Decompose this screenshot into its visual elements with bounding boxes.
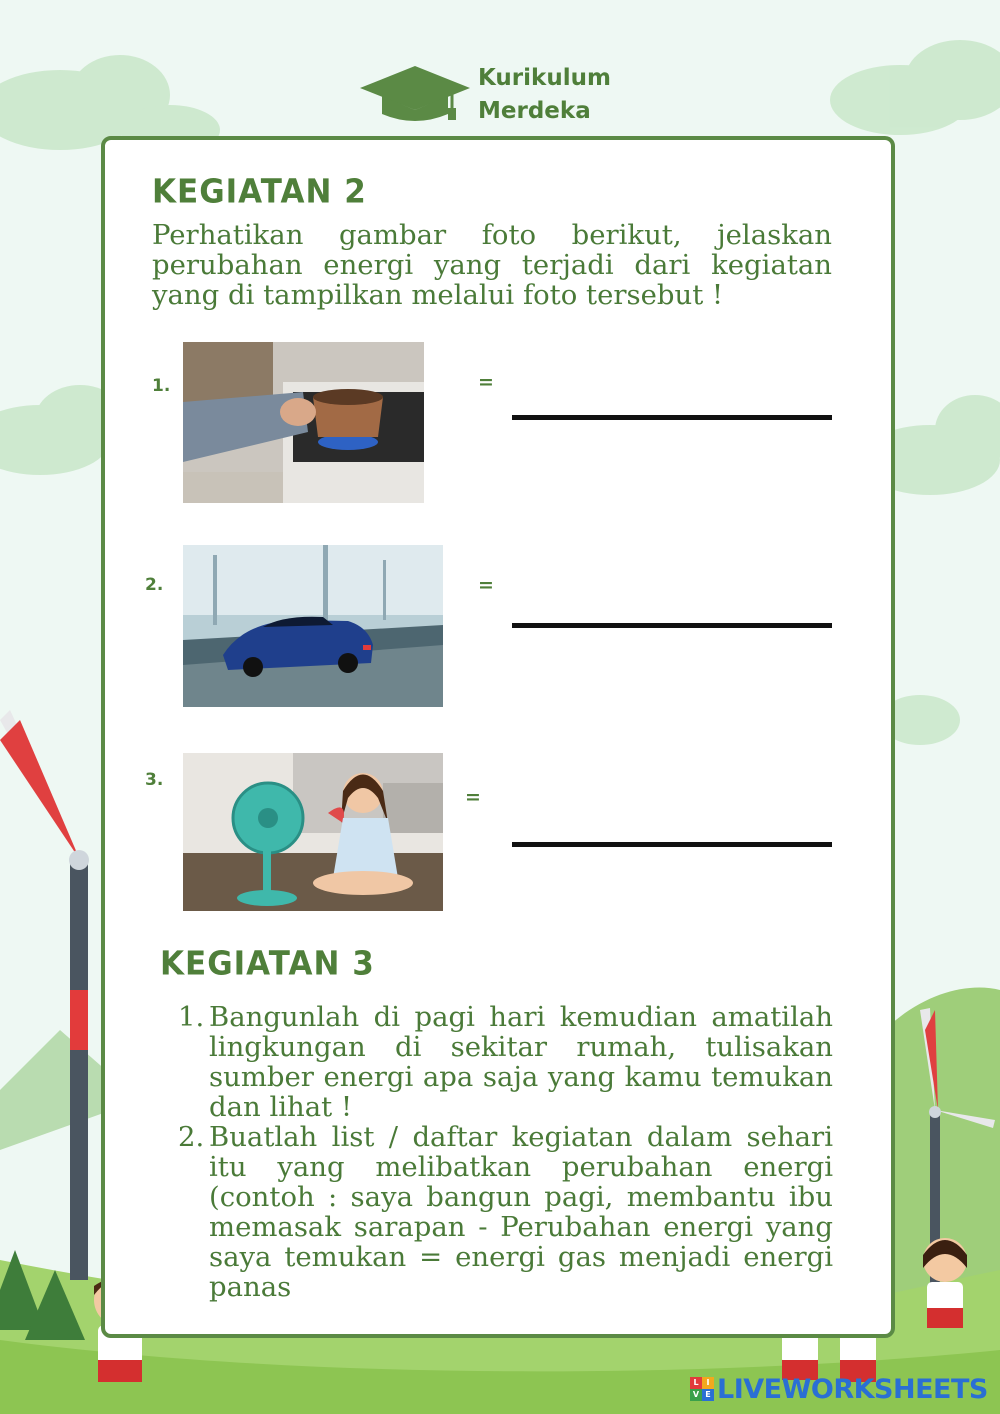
watermark-text: LIVEWORKSHEETS [717, 1373, 988, 1405]
list-item [178, 1122, 833, 1302]
liveworksheets-logo-icon: L I V E [690, 1377, 714, 1401]
blue-sports-car-photo [183, 545, 443, 707]
list-item [178, 1002, 833, 1122]
item-3-equals: = [465, 786, 481, 808]
list-item-text: Bangunlah di pagi hari kemudian amatilah lingkungan di sekitar rumah, tulisakan sumber energi apa saja yang kamu temukan dan lihat ! [209, 1001, 833, 1123]
kurikulum-merdeka-logo [360, 62, 640, 132]
wind-turbine-left [0, 710, 89, 1280]
list-item-number: 2. [178, 1121, 205, 1153]
liveworksheets-watermark [690, 1372, 988, 1406]
logo-line-2: Merdeka [478, 98, 591, 124]
girl-with-fan-eating-watermelon-photo [183, 753, 443, 911]
item-1-number: 1. [152, 376, 171, 396]
graduation-cap-icon [360, 66, 470, 124]
kegiatan-3-list [178, 1002, 833, 1302]
kegiatan-3-title: KEGIATAN 3 [160, 945, 375, 983]
answer-line-3[interactable] [512, 842, 832, 847]
kegiatan-2-title: KEGIATAN 2 [152, 173, 367, 211]
item-1-equals: = [478, 371, 494, 393]
answer-line-1[interactable] [512, 415, 832, 420]
item-2-number: 2. [145, 575, 164, 595]
answer-line-2[interactable] [512, 623, 832, 628]
cooking-on-gas-stove-photo [183, 342, 424, 503]
list-item-text: Buatlah list / daftar kegiatan dalam sehari itu yang melibatkan perubahan energi (contoh : saya bangun pagi, membantu ibu memasak sarapan - Perubahan energi yang saya temukan = energi gas menjadi energi panas [209, 1121, 833, 1303]
item-3-number: 3. [145, 770, 164, 790]
kegiatan-2-instruction: Perhatikan gambar foto berikut, jelaskan perubahan energi yang terjadi dari kegiatan yang di tampilkan melalui foto tersebut ! [152, 219, 832, 311]
item-2-equals: = [478, 574, 494, 596]
list-item-number: 1. [178, 1001, 205, 1033]
logo-line-1: Kurikulum [478, 65, 611, 91]
